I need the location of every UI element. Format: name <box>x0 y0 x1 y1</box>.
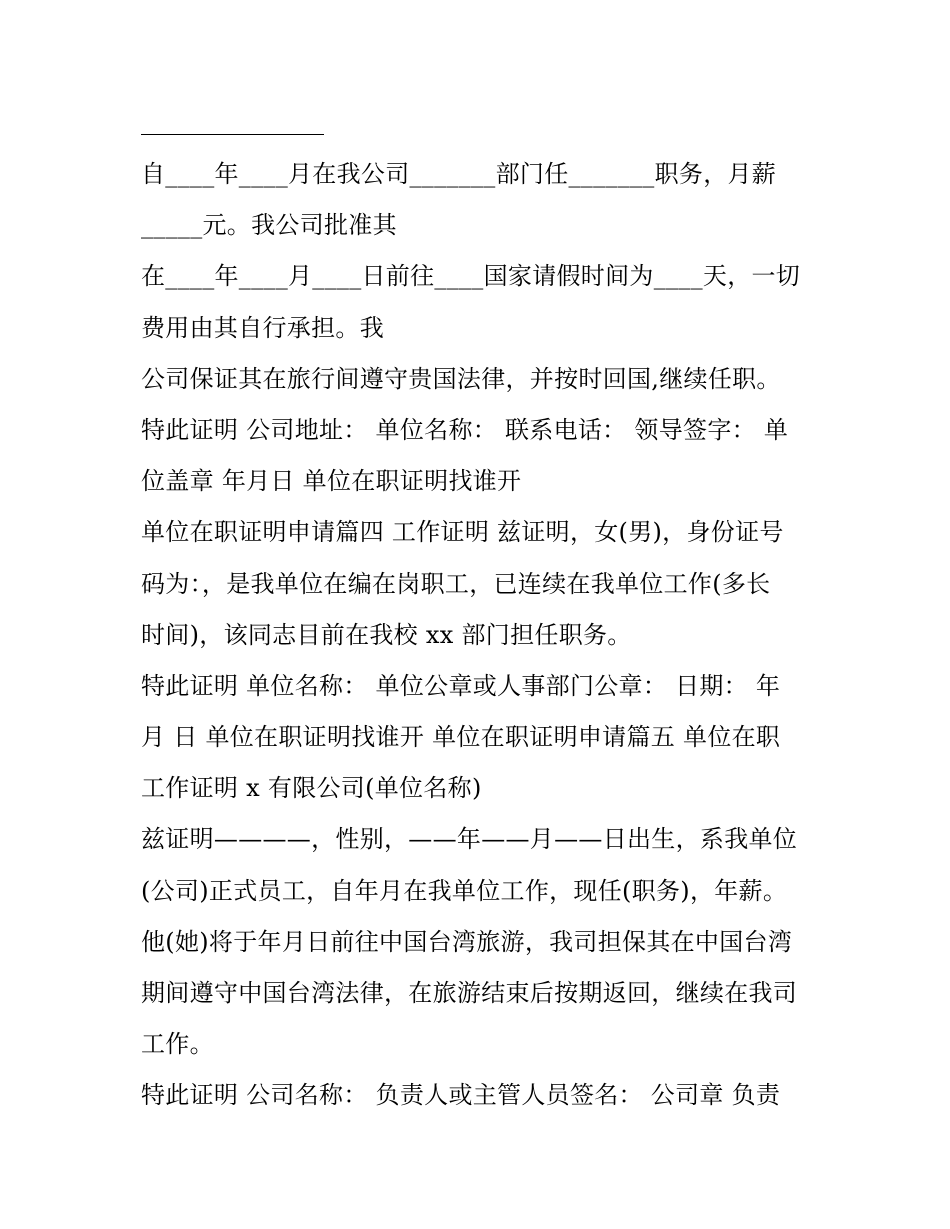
text-line: _____元。我公司批准其 <box>141 211 397 240</box>
signature-underline <box>141 134 324 135</box>
text-line: 费用由其自行承担。我 <box>141 313 384 342</box>
text-line: 他(她)将于年月日前往中国台湾旅游，我司担保其在中国台湾 <box>141 927 793 956</box>
text-line: 单位在职证明申请篇四 工作证明 兹证明，女(男)，身份证号 <box>141 518 784 547</box>
text-line: 特此证明 公司名称： 负责人或主管人员签名： 公司章 负责 <box>141 1081 781 1110</box>
text-line: 在____年____月____日前往____国家请假时间为____天，一切 <box>141 262 801 291</box>
text-line: 特此证明 单位名称： 单位公章或人事部门公章： 日期： 年 <box>141 671 781 700</box>
text-line: 时间)，该同志目前在我校 xx 部门担任职务。 <box>141 620 632 649</box>
text-line: 位盖章 年月日 单位在职证明找谁开 <box>141 467 522 496</box>
text-line: 工作。 <box>141 1030 214 1059</box>
text-line: 码为：，是我单位在编在岗职工，已连续在我单位工作(多长 <box>141 569 771 598</box>
document-body <box>141 149 841 1122</box>
text-line: 自____年____月在我公司_______部门任_______职务，月薪 <box>141 160 777 188</box>
text-line: (公司)正式员工，自年月在我单位工作，现任(职务)，年薪。 <box>141 876 788 905</box>
text-line: 兹证明————，性别，——年——月——日出生，系我单位 <box>141 825 798 854</box>
text-line: 特此证明 公司地址： 单位名称： 联系电话： 领导签字： 单 <box>141 415 789 444</box>
text-line: 公司保证其在旅行间遵守贵国法律，并按时回国,继续任职。 <box>141 364 781 393</box>
text-line: 月 日 单位在职证明找谁开 单位在职证明申请篇五 单位在职 <box>141 723 781 752</box>
text-line: 期间遵守中国台湾法律，在旅游结束后按期返回，继续在我司 <box>141 979 798 1007</box>
text-line: 工作证明 x 有限公司(单位名称) <box>141 774 482 803</box>
